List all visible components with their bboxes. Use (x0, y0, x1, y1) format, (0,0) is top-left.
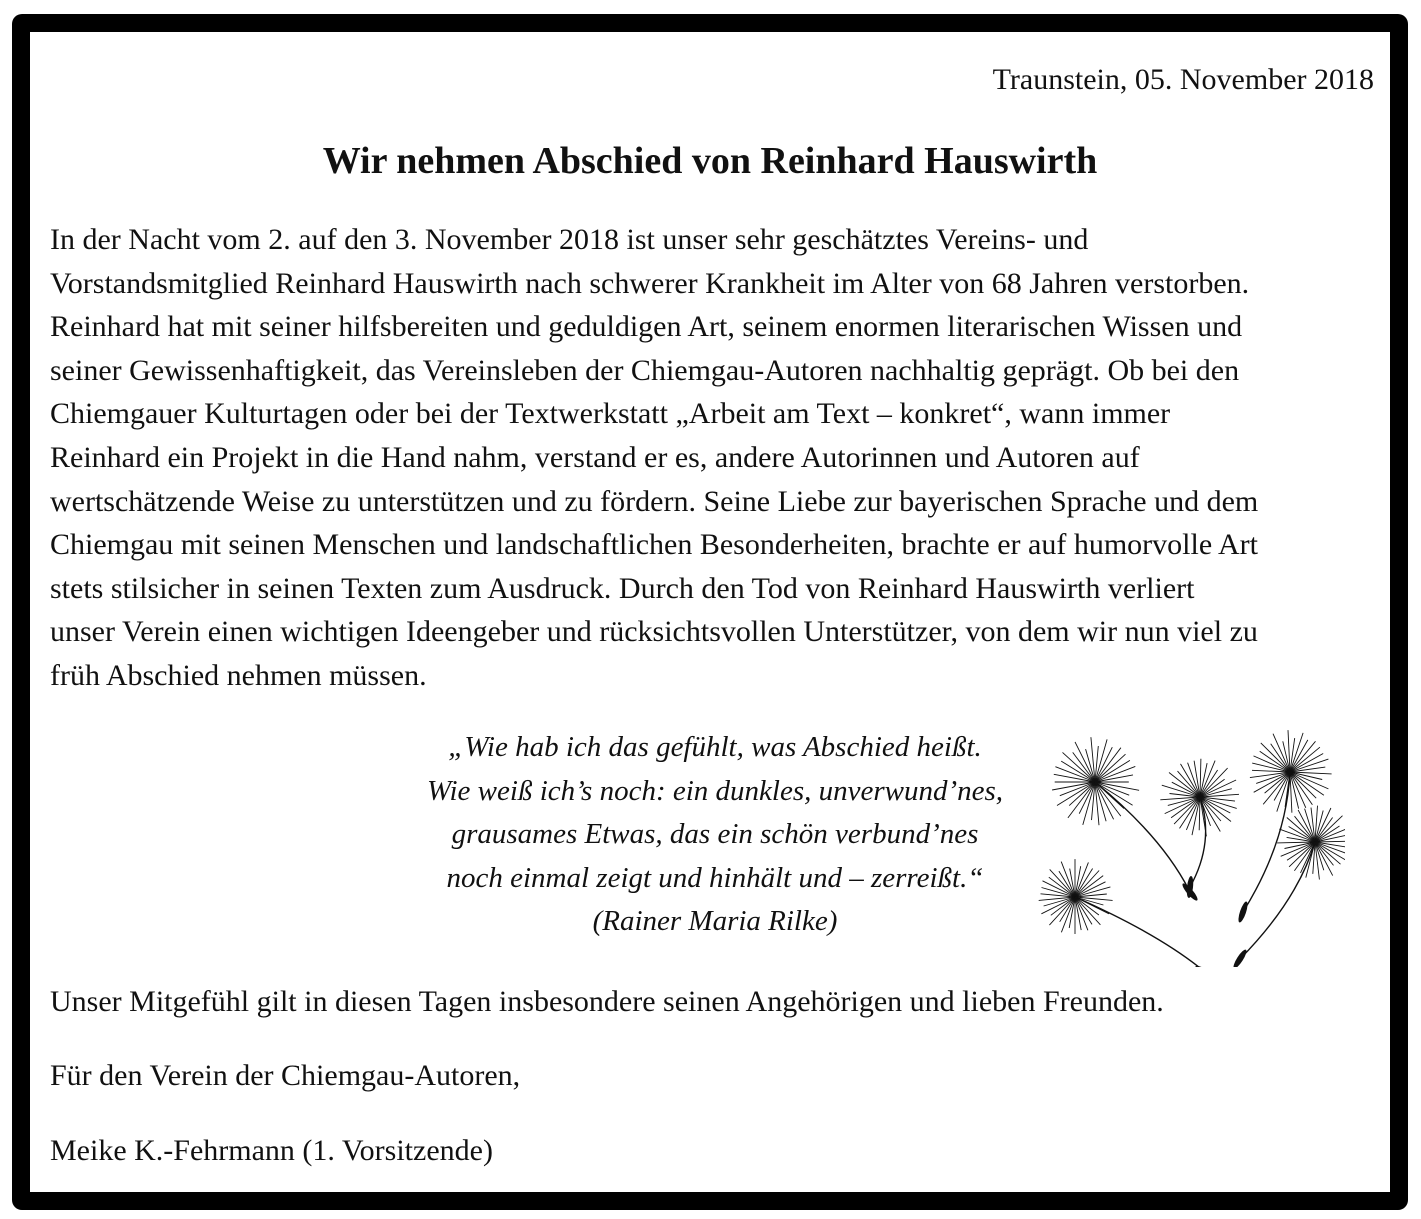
body-line: stets stilsicher in seinen Texten zum Ausdruck. Durch den Tod von Reinhard Hauswirth verliert (50, 571, 1195, 605)
rilke-quote (410, 726, 1020, 944)
body-line: Vorstandsmitglied Reinhard Hauswirth nach schwerer Krankheit im Alter von 68 Jahren verstorben. (50, 266, 1250, 300)
body-line: unser Verein einen wichtigen Ideengeber und rücksichtsvollen Unterstützer, von dem wir nun viel zu (50, 615, 1258, 649)
quote-line: „Wie hab ich das gefühlt, was Abschied heißt. (448, 731, 982, 763)
dandelion-seed (1160, 759, 1239, 898)
body-line: In der Nacht vom 2. auf den 3. November 2018 ist unser sehr geschätztes Vereins- und (50, 223, 1089, 256)
dandelion-seeds-icon (1005, 697, 1345, 967)
body-line: Reinhard ein Projekt in die Hand nahm, verstand er es, andere Autorinnen und Autoren auf (50, 440, 1140, 474)
dandelion-seed (1039, 859, 1216, 967)
body-line: früh Abschied nehmen müssen. (50, 658, 427, 692)
dandelion-seed (1052, 737, 1199, 902)
letter-body (50, 218, 1395, 698)
quote-line: grausames Etwas, das ein schön verbund’nes (451, 818, 979, 850)
body-line: seiner Gewissenhaftigkeit, das Vereinsleben der Chiemgau-Autoren nachhaltig geprägt. Ob bei den (50, 353, 1240, 387)
obituary-frame (12, 14, 1408, 1210)
condolence-text: Unser Mitgefühl gilt in diesen Tagen insbesondere seinen Angehörigen und lieben Freunden. (50, 985, 1164, 1018)
body-line: Chiemgau mit seinen Menschen und landschaftlichen Besonderheiten, brachte er auf humorvolle Art (50, 528, 1258, 562)
body-line: Reinhard hat mit seiner hilfsbereiten und geduldigen Art, seinem enormen literarischen Wissen und (50, 310, 1243, 344)
body-line: Chiemgauer Kulturtagen oder bei der Textwerkstatt „Arbeit am Text – konkret“, wann immer (50, 397, 1171, 431)
body-line: wertschätzende Weise zu unterstützen und zu fördern. Seine Liebe zur bayerischen Sprache und dem (50, 484, 1259, 518)
quote-line: noch einmal zeigt und hinhält und – zerreißt.“ (446, 861, 984, 894)
dandelion-seed (1232, 806, 1345, 967)
club-line: Für den Verein der Chiemgau-Autoren, (50, 1059, 521, 1092)
quote-line: Wie weiß ich’s noch: ein dunkles, unverwund’nes, (426, 774, 1004, 807)
letter-date: Traunstein, 05. November 2018 (992, 63, 1374, 96)
letter-title: Wir nehmen Abschied von Reinhard Hauswirth (322, 140, 1098, 182)
dandelion-seed (1237, 730, 1332, 923)
quote-author: (Rainer Maria Rilke) (592, 905, 838, 937)
signature: Meike K.-Fehrmann (1. Vorsitzende) (50, 1134, 493, 1167)
